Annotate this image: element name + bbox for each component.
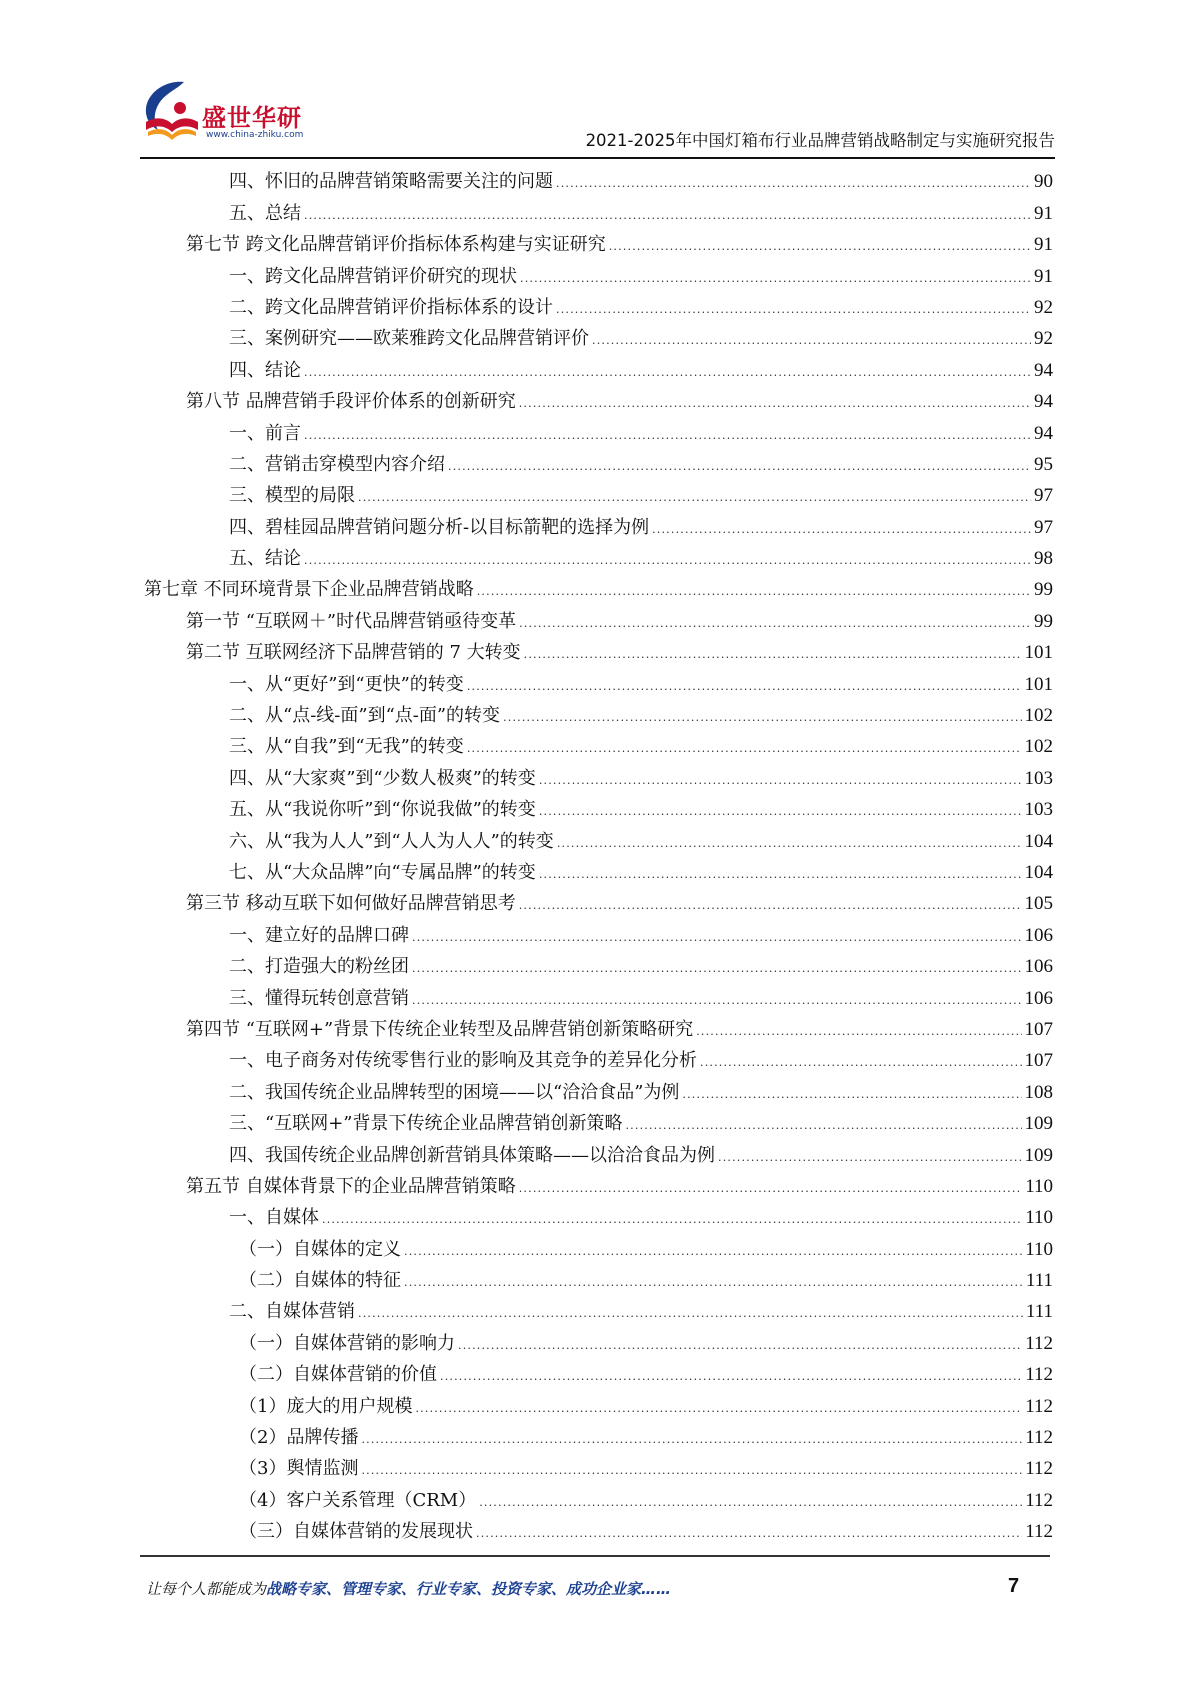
footer-prefix: 让每个人都能成为 — [146, 1580, 267, 1598]
toc-entry-page: 109 — [1024, 1144, 1053, 1166]
toc-entry-page: 90 — [1034, 171, 1053, 193]
toc-entry-page: 91 — [1034, 202, 1053, 224]
toc-entry-title: （三）自媒体营销的发展现状 — [239, 1521, 473, 1543]
dot-leader — [458, 1340, 1022, 1351]
dot-leader — [503, 712, 1021, 723]
dot-leader — [358, 1308, 1023, 1319]
dot-leader — [696, 1026, 1021, 1037]
toc-entry-title: 第三节 移动互联下如何做好品牌营销思考 — [186, 893, 516, 915]
toc-entry-title: 第四节 “互联网+”背景下传统企业转型及品牌营销创新策略研究 — [186, 1018, 694, 1040]
toc-entry-title: 二、我国传统企业品牌转型的困境——以“洽洽食品”为例 — [229, 1081, 680, 1103]
toc-entry-title: 二、自媒体营销 — [229, 1301, 355, 1323]
toc-entry[interactable] — [144, 225, 1053, 256]
toc-entry-page: 107 — [1024, 1050, 1053, 1072]
dot-leader — [361, 1465, 1022, 1476]
toc-entry-title: 三、从“自我”到“无我”的转变 — [229, 736, 464, 758]
toc-entry[interactable] — [144, 696, 1053, 727]
dot-leader — [361, 1434, 1022, 1445]
dot-leader — [304, 210, 1031, 221]
toc-entry-page: 94 — [1034, 359, 1053, 381]
toc-entry[interactable] — [144, 1261, 1053, 1292]
open-book-swoosh-icon — [140, 78, 204, 144]
toc-entry[interactable] — [144, 1480, 1053, 1511]
toc-entry-page: 104 — [1024, 861, 1053, 883]
toc-entry-page: 92 — [1034, 296, 1053, 318]
toc-entry-page: 112 — [1025, 1364, 1053, 1386]
toc-entry-title: 一、前言 — [229, 422, 301, 444]
toc-entry-title: （一）自媒体营销的影响力 — [239, 1332, 455, 1354]
toc-entry[interactable] — [144, 1229, 1053, 1260]
toc-entry-page: 111 — [1025, 1270, 1053, 1292]
toc-entry[interactable] — [144, 1386, 1053, 1417]
table-of-contents — [144, 162, 1053, 1543]
toc-entry-title: 二、营销击穿模型内容介绍 — [229, 453, 445, 475]
toc-entry-page: 103 — [1024, 799, 1053, 821]
toc-entry[interactable] — [144, 821, 1053, 852]
dot-leader — [304, 555, 1031, 566]
dot-leader — [412, 963, 1022, 974]
toc-entry[interactable] — [144, 915, 1053, 946]
dot-leader — [404, 1277, 1023, 1288]
dot-leader — [448, 461, 1031, 472]
toc-entry-title: 三、懂得玩转创意营销 — [229, 987, 409, 1009]
toc-entry[interactable] — [144, 413, 1053, 444]
toc-entry[interactable] — [144, 1041, 1053, 1072]
toc-entry[interactable] — [144, 790, 1053, 821]
toc-entry-title: 四、怀旧的品牌营销策略需要关注的问题 — [229, 171, 553, 193]
toc-entry-title: 一、建立好的品牌口碑 — [229, 924, 409, 946]
toc-entry[interactable] — [144, 758, 1053, 789]
toc-entry-title: 三、模型的局限 — [229, 485, 355, 507]
toc-entry-page: 104 — [1024, 830, 1053, 852]
toc-entry-page: 98 — [1034, 548, 1053, 570]
toc-entry[interactable] — [144, 445, 1053, 476]
toc-entry-title: 五、从“我说你听”到“你说我做”的转变 — [229, 799, 536, 821]
dot-leader — [718, 1152, 1022, 1163]
toc-entry-page: 112 — [1025, 1458, 1053, 1480]
toc-entry-title: 二、打造强大的粉丝团 — [229, 956, 409, 978]
dot-leader — [412, 995, 1022, 1006]
toc-entry[interactable] — [144, 476, 1053, 507]
toc-entry-title: （2）品牌传播 — [239, 1427, 359, 1449]
footer-divider — [140, 1555, 1050, 1557]
toc-entry-title: 四、从“大家爽”到“少数人极爽”的转变 — [229, 767, 536, 789]
dot-leader — [539, 806, 1022, 817]
toc-entry[interactable] — [144, 1292, 1053, 1323]
dot-leader — [479, 1497, 1022, 1508]
toc-entry[interactable] — [144, 1355, 1053, 1386]
toc-entry-page: 106 — [1024, 987, 1053, 1009]
toc-entry[interactable] — [144, 507, 1053, 538]
toc-entry-page: 91 — [1034, 234, 1053, 256]
toc-entry-title: 一、从“更好”到“更快”的转变 — [229, 673, 464, 695]
dot-leader — [539, 775, 1022, 786]
toc-entry-title: （1）庞大的用户规模 — [239, 1395, 413, 1417]
toc-entry-page: 91 — [1034, 265, 1053, 287]
toc-entry[interactable] — [144, 193, 1053, 224]
toc-entry-title: 四、碧桂园品牌营销问题分析-以目标箭靶的选择为例 — [229, 516, 650, 538]
toc-entry-page: 101 — [1024, 673, 1053, 695]
toc-entry[interactable] — [144, 664, 1053, 695]
dot-leader — [304, 430, 1031, 441]
toc-entry-page: 97 — [1034, 485, 1053, 507]
toc-entry[interactable] — [144, 947, 1053, 978]
toc-entry-page: 99 — [1034, 610, 1053, 632]
toc-entry-page: 95 — [1034, 453, 1053, 475]
dot-leader — [556, 304, 1031, 315]
toc-entry[interactable] — [144, 288, 1053, 319]
dot-leader — [304, 367, 1031, 378]
toc-entry-page: 106 — [1024, 956, 1053, 978]
dot-leader — [520, 273, 1031, 284]
toc-entry[interactable] — [144, 1418, 1053, 1449]
toc-entry[interactable] — [144, 633, 1053, 664]
toc-entry[interactable] — [144, 162, 1053, 193]
toc-entry-title: 二、跨文化品牌营销评价指标体系的设计 — [229, 296, 553, 318]
toc-entry[interactable] — [144, 884, 1053, 915]
toc-entry-page: 111 — [1025, 1301, 1053, 1323]
toc-entry-page: 102 — [1024, 705, 1053, 727]
toc-entry-page: 92 — [1034, 328, 1053, 350]
toc-entry-page: 97 — [1034, 516, 1053, 538]
dot-leader — [404, 1246, 1022, 1257]
dot-leader — [477, 586, 1031, 597]
toc-entry-page: 103 — [1024, 767, 1053, 789]
company-logo — [140, 78, 320, 148]
toc-entry-page: 110 — [1025, 1207, 1053, 1229]
dot-leader — [519, 1183, 1022, 1194]
dot-leader — [557, 838, 1022, 849]
toc-entry-page: 112 — [1025, 1521, 1053, 1543]
toc-entry-page: 94 — [1034, 391, 1053, 413]
toc-entry-title: 一、跨文化品牌营销评价研究的现状 — [229, 265, 517, 287]
toc-entry[interactable] — [144, 978, 1053, 1009]
dot-leader — [415, 1403, 1022, 1414]
dot-leader — [609, 241, 1031, 252]
toc-entry[interactable] — [144, 1135, 1053, 1166]
header-divider — [140, 157, 1055, 159]
toc-entry[interactable] — [144, 570, 1053, 601]
toc-entry[interactable] — [144, 319, 1053, 350]
dot-leader — [322, 1214, 1022, 1225]
dot-leader — [682, 1089, 1021, 1100]
dot-leader — [700, 1057, 1022, 1068]
toc-entry-page: 112 — [1025, 1332, 1053, 1354]
toc-entry-title: （3）舆情监测 — [239, 1458, 359, 1480]
footer-highlight: 战略专家、管理专家、行业专家、投资专家、成功企业家…… — [266, 1580, 672, 1598]
toc-entry-page: 99 — [1034, 579, 1053, 601]
toc-entry-title: 七、从“大众品牌”向“专属品牌”的转变 — [229, 861, 536, 883]
toc-entry-page: 109 — [1024, 1113, 1053, 1135]
toc-entry[interactable] — [144, 853, 1053, 884]
toc-entry-page: 108 — [1024, 1081, 1053, 1103]
dot-leader — [625, 1120, 1021, 1131]
toc-entry-page: 112 — [1025, 1395, 1053, 1417]
toc-entry-title: 三、案例研究——欧莱雅跨文化品牌营销评价 — [229, 328, 589, 350]
toc-entry-title: 第五节 自媒体背景下的企业品牌营销策略 — [186, 1175, 516, 1197]
toc-entry-page: 112 — [1025, 1427, 1053, 1449]
toc-entry[interactable] — [144, 1198, 1053, 1229]
toc-entry-page: 102 — [1024, 736, 1053, 758]
toc-entry-page: 112 — [1025, 1489, 1053, 1511]
toc-entry-title: 五、结论 — [229, 548, 301, 570]
page-number: 7 — [1008, 1575, 1020, 1597]
dot-leader — [476, 1528, 1022, 1539]
page-header — [140, 78, 1055, 158]
toc-entry[interactable] — [144, 727, 1053, 758]
dot-leader — [524, 649, 1022, 660]
toc-entry-title: （一）自媒体的定义 — [239, 1238, 401, 1260]
dot-leader — [652, 524, 1031, 535]
logo-name: 盛世华研 — [202, 104, 302, 132]
toc-entry[interactable] — [144, 1323, 1053, 1354]
toc-entry[interactable] — [144, 1104, 1053, 1135]
toc-entry-page: 101 — [1024, 642, 1053, 664]
toc-entry-page: 106 — [1024, 924, 1053, 946]
toc-entry-title: 四、结论 — [229, 359, 301, 381]
toc-entry-title: 六、从“我为人人”到“人人为人人”的转变 — [229, 830, 554, 852]
toc-entry[interactable] — [144, 382, 1053, 413]
toc-entry-title: 三、“互联网+”背景下传统企业品牌营销创新策略 — [229, 1113, 623, 1135]
toc-entry-title: 第八节 品牌营销手段评价体系的创新研究 — [186, 391, 516, 413]
toc-entry-page: 107 — [1024, 1018, 1053, 1040]
toc-entry-title: 五、总结 — [229, 202, 301, 224]
toc-entry-page: 94 — [1034, 422, 1053, 444]
toc-entry-page: 110 — [1025, 1238, 1053, 1260]
dot-leader — [539, 869, 1022, 880]
dot-leader — [412, 932, 1022, 943]
toc-entry-page: 110 — [1025, 1175, 1053, 1197]
toc-entry-title: （4）客户关系管理（CRM） — [239, 1489, 477, 1511]
dot-leader — [440, 1371, 1022, 1382]
toc-entry[interactable] — [144, 350, 1053, 381]
toc-entry[interactable] — [144, 539, 1053, 570]
dot-leader — [519, 900, 1022, 911]
toc-entry-title: 一、自媒体 — [229, 1207, 319, 1229]
dot-leader — [467, 681, 1022, 692]
footer-slogan — [146, 1578, 671, 1599]
toc-entry-title: 第一节 “互联网＋”时代品牌营销亟待变革 — [186, 610, 517, 632]
logo-url: www.china-zhiku.com — [206, 130, 304, 140]
dot-leader — [358, 492, 1031, 503]
toc-entry-title: （二）自媒体的特征 — [239, 1270, 401, 1292]
toc-entry[interactable] — [144, 256, 1053, 287]
toc-entry[interactable] — [144, 1010, 1053, 1041]
dot-leader — [519, 398, 1031, 409]
toc-entry[interactable] — [144, 601, 1053, 632]
dot-leader — [592, 335, 1031, 346]
dot-leader — [519, 618, 1031, 629]
toc-entry-title: 二、从“点-线-面”到“点-面”的转变 — [229, 705, 501, 727]
toc-entry-page: 105 — [1024, 893, 1053, 915]
toc-entry-title: 一、电子商务对传统零售行业的影响及其竞争的差异化分析 — [229, 1050, 697, 1072]
toc-entry-title: （二）自媒体营销的价值 — [239, 1364, 437, 1386]
report-title: 2021-2025年中国灯箱布行业品牌营销战略制定与实施研究报告 — [585, 131, 1055, 150]
toc-entry-title: 第七章 不同环境背景下企业品牌营销战略 — [144, 579, 474, 601]
dot-leader — [467, 743, 1022, 754]
toc-entry[interactable] — [144, 1072, 1053, 1103]
toc-entry-title: 四、我国传统企业品牌创新营销具体策略——以洽洽食品为例 — [229, 1144, 715, 1166]
toc-entry-title: 第二节 互联网经济下品牌营销的 7 大转变 — [186, 642, 521, 664]
toc-entry-title: 第七节 跨文化品牌营销评价指标体系构建与实证研究 — [186, 234, 606, 256]
dot-leader — [556, 178, 1031, 189]
toc-entry[interactable] — [144, 1449, 1053, 1480]
toc-entry[interactable] — [144, 1167, 1053, 1198]
toc-entry[interactable] — [144, 1512, 1053, 1543]
